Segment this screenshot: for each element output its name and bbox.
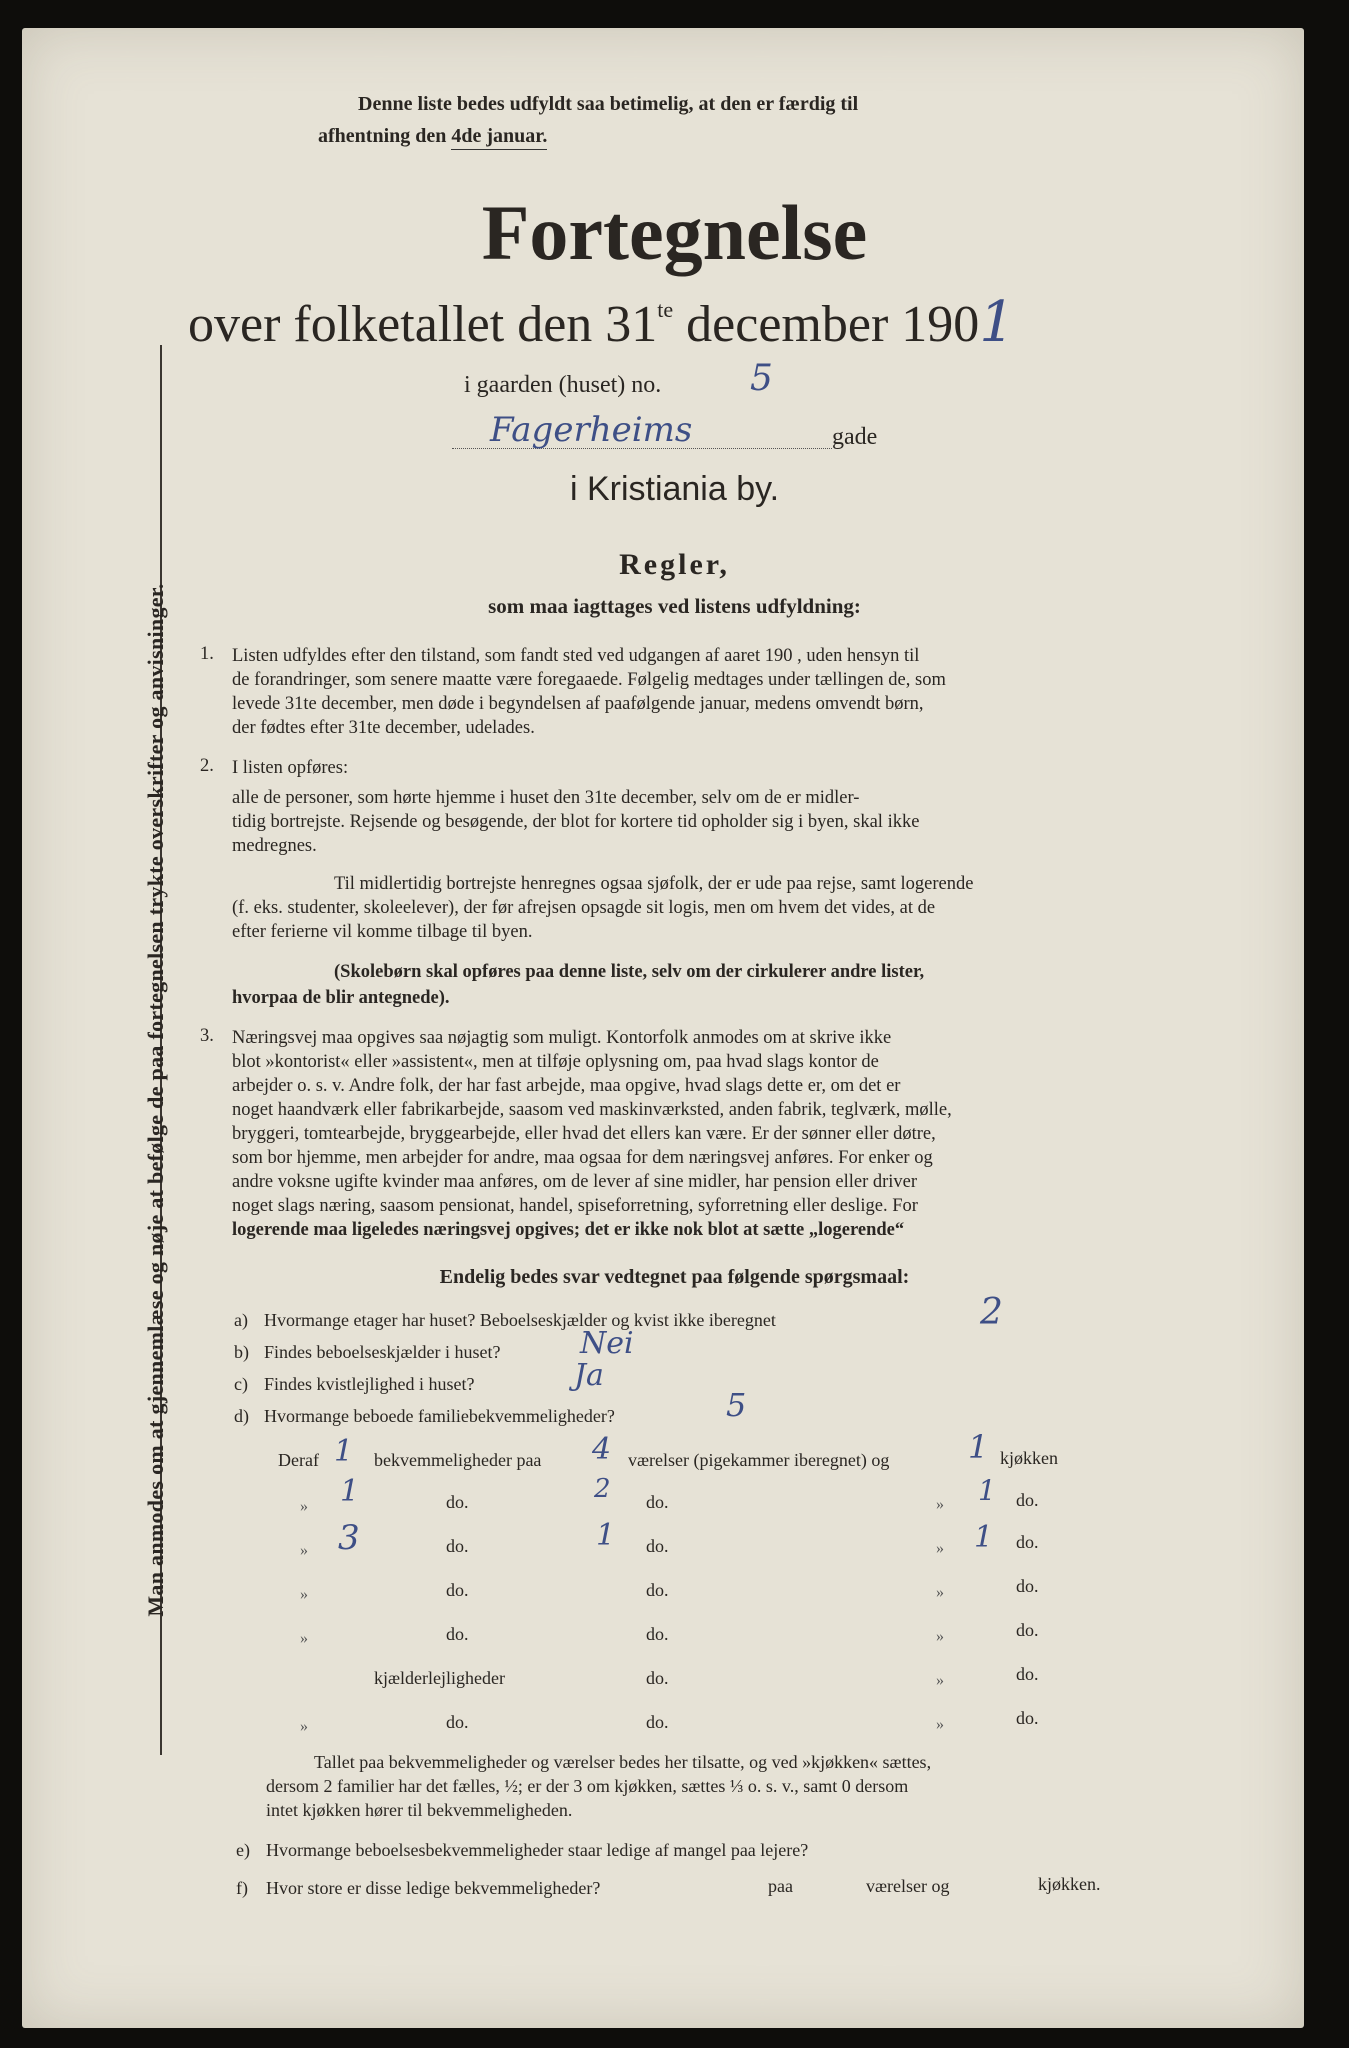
table-row-3-rooms: 1 xyxy=(596,1518,616,1553)
rule-3-line-2: blot »kontorist« eller »assistent«, men at tilføje oplysning om, paa hvad slags kontor de xyxy=(232,1052,879,1072)
question-e-letter: e) xyxy=(236,1840,250,1860)
subtitle-superscript: te xyxy=(657,297,674,322)
house-number: 5 xyxy=(750,358,773,399)
ditto-mark: » xyxy=(300,1630,308,1647)
note-line-1: Tallet paa bekvemmeligheder og værelser bedes her tilsatte, og ved »kjøkken« sættes, xyxy=(314,1752,932,1772)
rule-2-number: 2. xyxy=(200,756,214,776)
ditto-mark: » xyxy=(300,1542,308,1559)
question-f-paa: paa xyxy=(768,1876,793,1896)
street-suffix: gade xyxy=(832,424,878,450)
ditto-mark: » xyxy=(936,1628,944,1645)
question-f-rooms-label: værelser og xyxy=(866,1876,950,1896)
question-b-text: Findes beboelseskjælder i huset? xyxy=(264,1342,501,1362)
rules-subheading: som maa iagttages ved listens udfyldning: xyxy=(488,594,861,618)
do-label: do. xyxy=(646,1536,669,1556)
margin-instruction: Man anmodes om at gjennemlæse og nøje at befølge de paa fortegnelsen trykte overskrifter og anvisninger. xyxy=(143,583,168,1617)
page-title: Fortegnelse xyxy=(481,189,868,276)
rule-3-line-5: bryggeri, tomtearbejde, bryggearbejde, eller hvad det ellers kan være. Er der sønner eller døtre, xyxy=(232,1124,936,1144)
table-row-3-kitchens: 1 xyxy=(974,1520,994,1555)
do-label: do. xyxy=(446,1580,469,1600)
rule-3-line-7: andre voksne ugifte kvinder maa anføres, om de lever af sine midler, har pension eller driver xyxy=(232,1172,918,1192)
rule-1-number: 1. xyxy=(200,644,214,664)
question-a-letter: a) xyxy=(234,1310,248,1330)
subtitle-prefix: over folketallet den 31 xyxy=(188,296,658,353)
question-a-text: Hvormange etager har huset? Beboelseskjælder og kvist ikke iberegnet xyxy=(264,1310,776,1330)
ditto-mark: » xyxy=(936,1584,944,1601)
rule-2b-line-2: (f. eks. studenter, skoleelever), der før afrejsen opsagde sit logis, men om hvem det vides, at de xyxy=(232,898,936,918)
rule-3-line-3: arbejder o. s. v. Andre folk, der har fast arbejde, maa opgive, hvad slags dette er, om det er xyxy=(232,1076,901,1096)
rule-3-line-8: noget slags næring, saasom pensionat, handel, spiseforretning, syforretning eller deslige. For xyxy=(232,1196,918,1216)
note-line-2: dersom 2 familier har det fælles, ½; er der 3 om kjøkken, sættes ⅓ o. s. v., samt 0 dersom xyxy=(266,1776,909,1796)
rule-3-number: 3. xyxy=(200,1026,214,1046)
rule-3-line-9: logerende maa ligeledes næringsvej opgives; det er ikke nok blot at sætte „logerende“ xyxy=(232,1220,905,1240)
rule-3-line-6: som bor hjemme, men arbejder for andre, maa ogsaa for dem næringsvej anføres. For enker og xyxy=(232,1148,933,1168)
ditto-mark: » xyxy=(936,1716,944,1733)
do-label: do. xyxy=(1016,1620,1039,1640)
table-deraf-label: Deraf xyxy=(278,1450,319,1470)
rule-2a-line-1: alle de personer, som hørte hjemme i huset den 31te december, selv om de er midler- xyxy=(232,788,860,808)
question-c-text: Findes kvistlejlighed i huset? xyxy=(264,1374,475,1394)
do-label: do. xyxy=(1016,1664,1039,1684)
do-label: do. xyxy=(646,1624,669,1644)
rule-2-intro: I listen opføres: xyxy=(232,758,349,778)
rule-2c-line-2: hvorpaa de blir antegnede). xyxy=(232,988,450,1008)
rule-2c-line-1: (Skolebørn skal opføres paa denne liste, selv om der cirkulerer andre lister, xyxy=(334,962,925,982)
ditto-mark: » xyxy=(936,1496,944,1513)
header-line-1: Denne liste bedes udfyldt saa betimelig, at den er færdig til xyxy=(358,93,859,115)
table-row-2-count: 1 xyxy=(340,1474,360,1509)
question-f-letter: f) xyxy=(236,1878,248,1898)
page-subtitle xyxy=(188,290,1015,355)
rule-2a-line-2: tidig bortrejste. Rejsende og besøgende, der blot for kortere tid opholder sig i byen, skal ikke xyxy=(232,812,920,832)
header-line-2-prefix: afhentning den xyxy=(318,125,452,147)
rule-3-line-4: noget haandværk eller fabrikarbejde, saasom ved maskinværksted, anden fabrik, teglværk, mølle, xyxy=(232,1100,952,1120)
question-b-letter: b) xyxy=(234,1342,249,1362)
city-label: i Kristiania by. xyxy=(569,470,780,508)
do-label: do. xyxy=(1016,1576,1039,1596)
rule-2b-line-1: Til midlertidig bortrejste henregnes ogsaa sjøfolk, der er ude paa rejse, samt logerende xyxy=(334,874,974,894)
rule-1-line-2: de forandringer, som senere maatte være foregaaede. Følgelig medtages under tællingen de, som xyxy=(232,670,946,690)
do-label: do. xyxy=(1016,1490,1039,1510)
note-line-3: intet kjøkken hører til bekvemmeligheden. xyxy=(266,1800,573,1820)
ditto-mark: » xyxy=(936,1672,944,1689)
street-name: Fagerheims xyxy=(490,410,693,450)
question-d-text: Hvormange beboede familiebekvemmeligheder? xyxy=(264,1406,615,1426)
rule-1-line-4: der fødtes efter 31te december, udelades. xyxy=(232,718,535,738)
do-label: do. xyxy=(446,1536,469,1556)
ditto-mark: » xyxy=(300,1586,308,1603)
question-f-kitchen-label: kjøkken. xyxy=(1038,1874,1101,1894)
do-label: do. xyxy=(646,1712,669,1732)
subtitle-suffix: december 190 xyxy=(673,296,980,353)
question-f-text: Hvor store er disse ledige bekvemmeligheder? xyxy=(266,1878,601,1898)
pickup-date: 4de januar. xyxy=(451,125,547,150)
table-row-1-label-2: værelser (pigekammer iberegnet) og xyxy=(628,1450,890,1470)
rules-heading: Regler, xyxy=(619,548,730,581)
rule-1-line-1: Listen udfyldes efter den tilstand, som fandt sted ved udgangen af aaret 190 , uden hensyn til xyxy=(232,646,920,666)
do-label: do. xyxy=(446,1624,469,1644)
question-c-letter: c) xyxy=(234,1374,248,1394)
question-e-text: Hvormange beboelsesbekvemmeligheder staar ledige af mangel paa lejere? xyxy=(266,1840,809,1860)
table-row-1-kitchens: 1 xyxy=(968,1428,989,1466)
do-label: do. xyxy=(646,1492,669,1512)
do-label: do. xyxy=(1016,1532,1039,1552)
table-row-1-label-1: bekvemmeligheder paa xyxy=(374,1450,542,1470)
table-row-1-label-3: kjøkken xyxy=(1000,1448,1058,1468)
ditto-mark: » xyxy=(936,1540,944,1557)
rule-1-line-3: levede 31te december, men døde i begyndelsen af paafølgende januar, medens omvendt børn, xyxy=(232,694,924,714)
house-label: i gaarden (huset) no. xyxy=(464,372,662,398)
rule-2a-line-3: medregnes. xyxy=(232,836,317,856)
ditto-mark: » xyxy=(300,1498,308,1515)
questions-heading: Endelig bedes svar vedtegnet paa følgende spørgsmaal: xyxy=(439,1266,910,1288)
answer-c: Ja xyxy=(574,1358,604,1393)
do-label: do. xyxy=(646,1668,669,1688)
header-line-2 xyxy=(318,125,547,148)
answer-a: 2 xyxy=(980,1292,1003,1333)
table-row-2-rooms: 2 xyxy=(594,1474,611,1504)
answer-b: Nei xyxy=(580,1326,634,1361)
rule-2b-line-3: efter ferierne vil komme tilbage til byen. xyxy=(232,922,533,942)
question-d-letter: d) xyxy=(234,1406,249,1426)
table-row-1-rooms: 4 xyxy=(592,1432,612,1467)
table-row-1-count: 1 xyxy=(334,1434,354,1469)
basement-apartments-label: kjælderlejligheder xyxy=(374,1668,505,1688)
ditto-mark: » xyxy=(300,1718,308,1735)
do-label: do. xyxy=(1016,1708,1039,1728)
answer-d: 5 xyxy=(726,1386,747,1424)
do-label: do. xyxy=(646,1580,669,1600)
table-row-3-count: 3 xyxy=(338,1518,360,1558)
rule-3-line-1: Næringsvej maa opgives saa nøjagtig som muligt. Kontorfolk anmodes om at skrive ikke xyxy=(232,1028,892,1048)
do-label: do. xyxy=(446,1712,469,1732)
do-label: do. xyxy=(446,1492,469,1512)
year-digit-handwritten: 1 xyxy=(979,290,1015,355)
table-row-2-kitchens: 1 xyxy=(978,1474,996,1507)
